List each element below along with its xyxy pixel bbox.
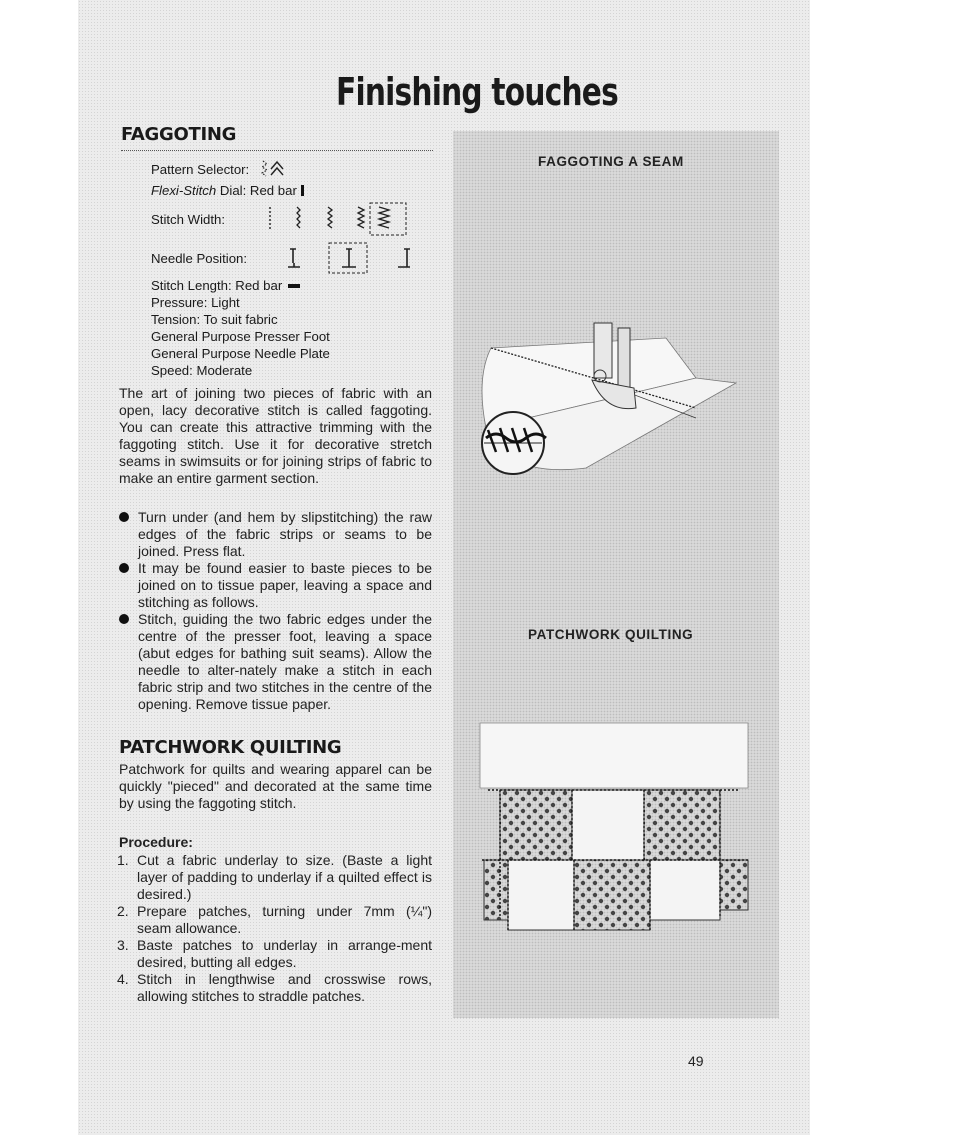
patchwork-intro: Patchwork for quilts and wearing apparel can be quickly "pieced" and decorated at the same time by using the faggoting stitch. (119, 761, 432, 811)
procedure-step (117, 903, 432, 937)
step-text: Cut a fabric underlay to size. (Baste a light layer of padding to underlay if a quilted effect is desired.) (137, 852, 432, 902)
procedure-label: Procedure: (119, 834, 193, 850)
patchwork-heading: PATCHWORK QUILTING (119, 737, 342, 758)
needle-plate-text: General Purpose Needle Plate (151, 346, 330, 361)
bullet-item (119, 509, 432, 560)
faggoting-heading: FAGGOTING (121, 124, 237, 145)
page-number: 49 (688, 1053, 704, 1069)
procedure-steps (117, 852, 432, 1005)
procedure-step (117, 971, 432, 1005)
step-text: Stitch in lengthwise and crosswise rows, allowing stitches to straddle patches. (137, 971, 432, 1004)
presser-foot-text: General Purpose Presser Foot (151, 329, 330, 344)
dial-label-italic: Flexi-Stitch (151, 183, 217, 198)
step-number: 1. (117, 852, 129, 868)
bullet-dot-icon (119, 512, 129, 522)
stitch-width-label: Stitch Width: (151, 212, 226, 227)
dial-line (151, 183, 304, 200)
dial-label: Dial: Red bar (216, 183, 297, 198)
pattern-selector-icon (257, 159, 295, 179)
procedure-step (117, 852, 432, 903)
speed-text: Speed: Moderate (151, 363, 253, 378)
red-bar-length-icon (288, 284, 300, 288)
pattern-selector-label: Pattern Selector: (151, 162, 250, 177)
stitch-length-line (151, 278, 300, 295)
patchwork-quilting-illustration (478, 718, 753, 938)
section-divider (121, 150, 433, 151)
step-number: 2. (117, 903, 129, 919)
patchwork-caption: PATCHWORK QUILTING (528, 627, 694, 642)
step-number: 3. (117, 937, 129, 953)
step-text: Baste patches to underlay in arrange-ment desired, butting all edges. (137, 937, 432, 970)
page-title: Finishing touches (335, 70, 618, 114)
stitch-width-icons (262, 201, 437, 237)
red-bar-icon (301, 185, 304, 196)
bullet-dot-icon (119, 563, 129, 573)
bullet-item (119, 560, 432, 611)
faggoting-seam-illustration (466, 318, 756, 508)
pressure-text: Pressure: Light (151, 295, 240, 310)
tension-text: Tension: To suit fabric (151, 312, 278, 327)
stitch-length-text: Stitch Length: Red bar (151, 278, 283, 293)
procedure-step (117, 937, 432, 971)
bullet-dot-icon (119, 614, 129, 624)
step-number: 4. (117, 971, 129, 987)
bullet-item (119, 611, 432, 713)
faggoting-bullet-list (119, 509, 432, 713)
needle-position-label: Needle Position: (151, 251, 248, 266)
step-text: Prepare patches, turning under 7mm (¼") seam allowance. (137, 903, 432, 936)
needle-position-icons (283, 241, 423, 279)
bullet-text: Stitch, guiding the two fabric edges under the centre of the presser foot, leaving a space (abut edges for bathing suit seams). Allow the needle to alter-nately make a stitch in each fabric strip and two stitches in the centre of the opening. Remove tissue paper. (138, 611, 432, 712)
pattern-selector-line (151, 159, 295, 179)
bullet-text: It may be found easier to baste pieces to be joined on to tissue paper, leaving a space and stitching as follows. (138, 560, 432, 610)
bullet-text: Turn under (and hem by slipstitching) the raw edges of the fabric strips or seams to be joined. Press flat. (138, 509, 432, 559)
faggoting-seam-caption: FAGGOTING A SEAM (538, 154, 684, 169)
faggoting-intro: The art of joining two pieces of fabric with an open, lacy decorative stitch is called faggoting. You can create this attractive trimming with the faggoting stitch. Use it for decorative stretch seams in swimsuits or for joining strips of fabric to make an entire garment section. (119, 385, 432, 486)
